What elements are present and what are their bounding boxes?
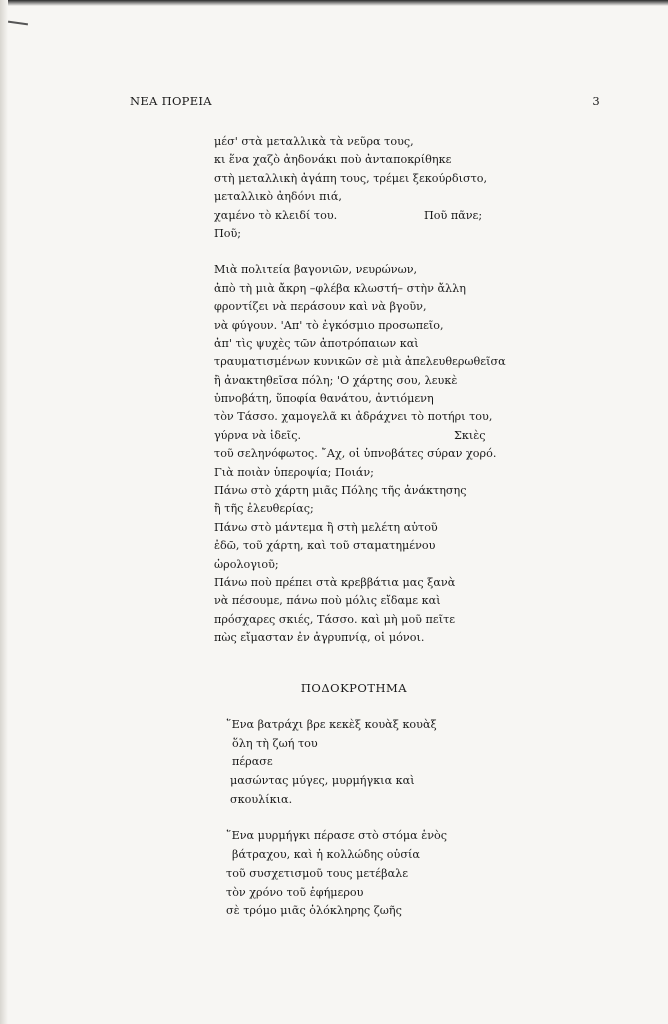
poem-line: πὼς εἴμασταν ἐν ἀγρυπνίᾳ, οἱ μόνοι. [214,631,425,645]
poem-podokrotima [226,716,556,921]
poem-line: στὴ μεταλλικὴ ἀγάπη τους, τρέμει ξεκούρδιστο, [214,171,488,185]
poem-line: ἐδῶ, τοῦ χάρτη, καὶ τοῦ σταματημένου [214,539,436,553]
poem-line: Ποῦ; [214,226,242,240]
poem-line: ἢ τῆς ἐλευθερίας; [214,502,314,516]
stanza-gap [226,809,556,827]
poem-line: φροντίζει νὰ περάσουν καὶ νὰ βγοῦν, [214,300,427,314]
poem-line: τραυματισμένων κυνικῶν σὲ μιὰ ἀπελευθερωθεῖσα [214,355,506,369]
poem-line-right: Σκιὲς [454,428,486,442]
poem-line [214,207,544,225]
poem-line-text: γύρνα νὰ ἰδεῖς. [214,428,302,442]
poem-line: ὡρολογιοῦ; [214,557,279,571]
page-edge-left [0,0,8,1024]
poem-line: νὰ φύγουν. 'Απ' τὸ ἐγκόσμιο προσωπεῖο, [214,318,444,332]
poem-line: τὸν Τάσσο. χαμογελᾶ κι ἀδράχνει τὸ ποτήρι του, [214,410,493,424]
poem-line: τοῦ συσχετισμοῦ τους μετέβαλε [226,866,409,880]
page-number: 3 [592,94,600,108]
poem-line: ὅλη τὴ ζωή του [232,736,318,750]
poem-line: τοῦ σεληνόφωτος. ῎Αχ, οἱ ὑπνοβάτες σύραν χορό. [214,447,497,461]
poem-line-right: Ποῦ πᾶνε; [424,208,483,222]
poem-line: μεταλλικὸ ἀηδόνι πιά, [214,190,342,204]
poem-continuation [214,133,544,648]
corner-mark [8,21,28,26]
poem-line: κι ἕνα χαζὸ ἀηδονάκι ποὺ ἀνταποκρίθηκε [214,153,452,167]
poem-line: Πάνω στὸ χάρτη μιᾶς Πόλης τῆς ἀνάκτησης [214,484,467,498]
poem-line: πέρασε [232,755,273,769]
poem-line: ῞Ενα μυρμήγκι πέρασε στὸ στόμα ἑνὸς [226,829,448,843]
poem-line: πρόσχαρες σκιές, Τάσσο. καὶ μὴ μοῦ πεῖτε [214,612,456,626]
poem-line: Πάνω στὸ μάντεμα ἢ στὴ μελέτη αὐτοῦ [214,520,438,534]
poem-line: ἢ ἀνακτηθεῖσα πόλη; 'Ο χάρτης σου, λευκὲ [214,373,458,387]
poem-line: νὰ πέσουμε, πάνω ποὺ μόλις εἴδαμε καὶ [214,594,441,608]
poem-line-text: χαμένο τὸ κλειδί του. [214,208,338,222]
poem-line: τὸν χρόνο τοῦ ἐφήμερου [226,885,364,899]
poem-line: σὲ τρόμο μιᾶς ὁλόκληρης ζωῆς [226,904,402,918]
page-edge-top [0,0,668,6]
poem-line: ῞Ενα βατράχι βρε κεκὲξ κουὰξ κουὰξ [226,718,437,731]
poem-line: ὑπνοβάτη, ὕποφία θανάτου, ἀντιόμενη [214,392,434,406]
poem-line: Πάνω ποὺ πρέπει στὰ κρεββάτια μας ξανὰ [214,575,456,589]
poem-line: σκουλίκια. [230,792,293,806]
poem-line: ἀπὸ τὴ μιὰ ἄκρη –φλέβα κλωστή– στὴν ἄλλη [214,281,466,295]
poem-line [214,427,544,445]
poem-line: μέσ' στὰ μεταλλικὰ τὰ νεῦρα τους, [214,135,414,148]
poem-title: ΠΟΔΟΚΡΟΤΗΜΑ [300,681,408,695]
running-header [130,94,600,110]
poem-line: βάτραχου, καὶ ἡ κολλώδης οὐσία [232,848,420,862]
journal-title: ΝΕΑ ΠΟΡΕΙΑ [130,94,212,108]
stanza-gap [214,243,544,261]
poem-line: ἀπ' τὶς ψυχὲς τῶν ἀποτρόπαιων καὶ [214,336,419,350]
poem-line: μασώντας μύγες, μυρμήγκια καὶ [230,774,415,788]
poem-line: Γιὰ ποιὰν ὑπεροψία; Ποιάν; [214,465,374,479]
poem-line: Μιὰ πολιτεία βαγονιῶν, νευρώνων, [214,263,418,277]
